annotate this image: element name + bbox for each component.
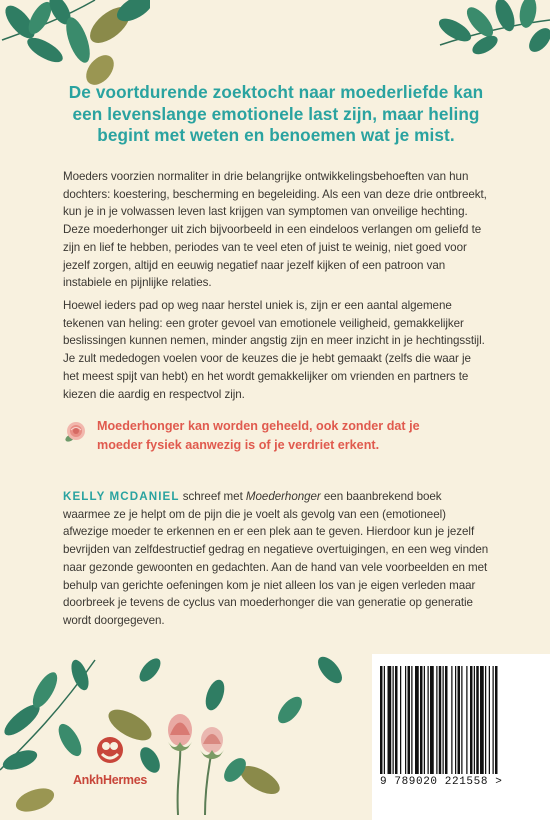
book-title: Moederhonger: [245, 490, 321, 503]
tagline: De voortdurende zoektocht naar moederliefde kan een levenslange emotionele last zijn, maar heling begint met weten en benoemen wat je mist.: [68, 82, 484, 145]
body-paragraph-2: [63, 297, 489, 403]
leaf-branch-top-right-illustration: [420, 0, 550, 60]
body-paragraph-1-text: Moeders voorzien normaliter in drie belangrijke ontwikkelingsbehoeften van hun dochters: koestering, bescherming en begeleiding. Als een van deze drie ontbreekt, kun je in je volwassen leven last krijgen van symptomen van onveilige hechting. Deze moederhonger uit zich bijvoorbeeld in een eindeloos verlangen om geliefd te zijn en lief te hebben, periodes van te veel eten of juist te weinig, niet goed voor jezelf zorgen, altijd en eeuwig negatief naar jezelf kijken of een patroon van instabiele en pijnlijke relaties.: [63, 170, 487, 290]
author-paragraph-text: [63, 488, 489, 630]
author-text-before-title: schreef met: [179, 490, 246, 503]
author-text-after-title: een baanbrekend boek waarmee ze je helpt om de pijn die je voelt als gevolg van een (emotioneel) afwezige moeder te erkennen en er een plek aan te geven. Hierdoor kun je jezelf bevrijden van zelfdestructief gedrag en negatieve overtuigingen, en een weg vinden naar gezonde gewoonten en gedachten. Aan de hand van vele voorbeelden en met behulp van gerichte oefeningen kom je niet alleen los van je eigen verleden maar doorbreek je tevens de cyclus van moederhonger die van generatie op generatie wordt doorgegeven.: [63, 490, 489, 627]
rose-icon: [62, 419, 88, 445]
pull-quote: Moederhonger kan worden geheeld, ook zonder dat je moeder fysiek aanwezig is of je verdriet erkent.: [97, 419, 420, 452]
publisher-name: AnkhHermes: [72, 773, 148, 787]
author-paragraph: [63, 488, 489, 630]
body-paragraph-2-text: Hoewel ieders pad op weg naar herstel uniek is, zijn er een aantal algemene tekenen van heling: een groter gevoel van emotionele veiligheid, gemakkelijker beslissingen kunnen nemen, minder angstig zijn en meer inzicht in je hechtingsstijl. Je zult mededogen voelen voor de keuzes die je hebt gemaakt (zelfs die waar je het meest spijt van hebt) en het wordt gemakkelijker om vrienden en partners te kiezen die aardig en respectvol zijn.: [63, 299, 485, 401]
leaf-and-rose-bottom-left-illustration: [0, 650, 370, 820]
leaf-branch-top-left-illustration: [0, 0, 150, 95]
body-paragraph-1: [63, 168, 489, 292]
publisher-logo: [70, 735, 150, 787]
barcode: [380, 666, 544, 776]
author-name: KELLY MCDANIEL: [63, 490, 180, 503]
barcode-area: [372, 654, 550, 820]
barcode-number: 9 789020 221558 >: [380, 776, 503, 788]
publisher-emblem-icon: [93, 735, 127, 765]
